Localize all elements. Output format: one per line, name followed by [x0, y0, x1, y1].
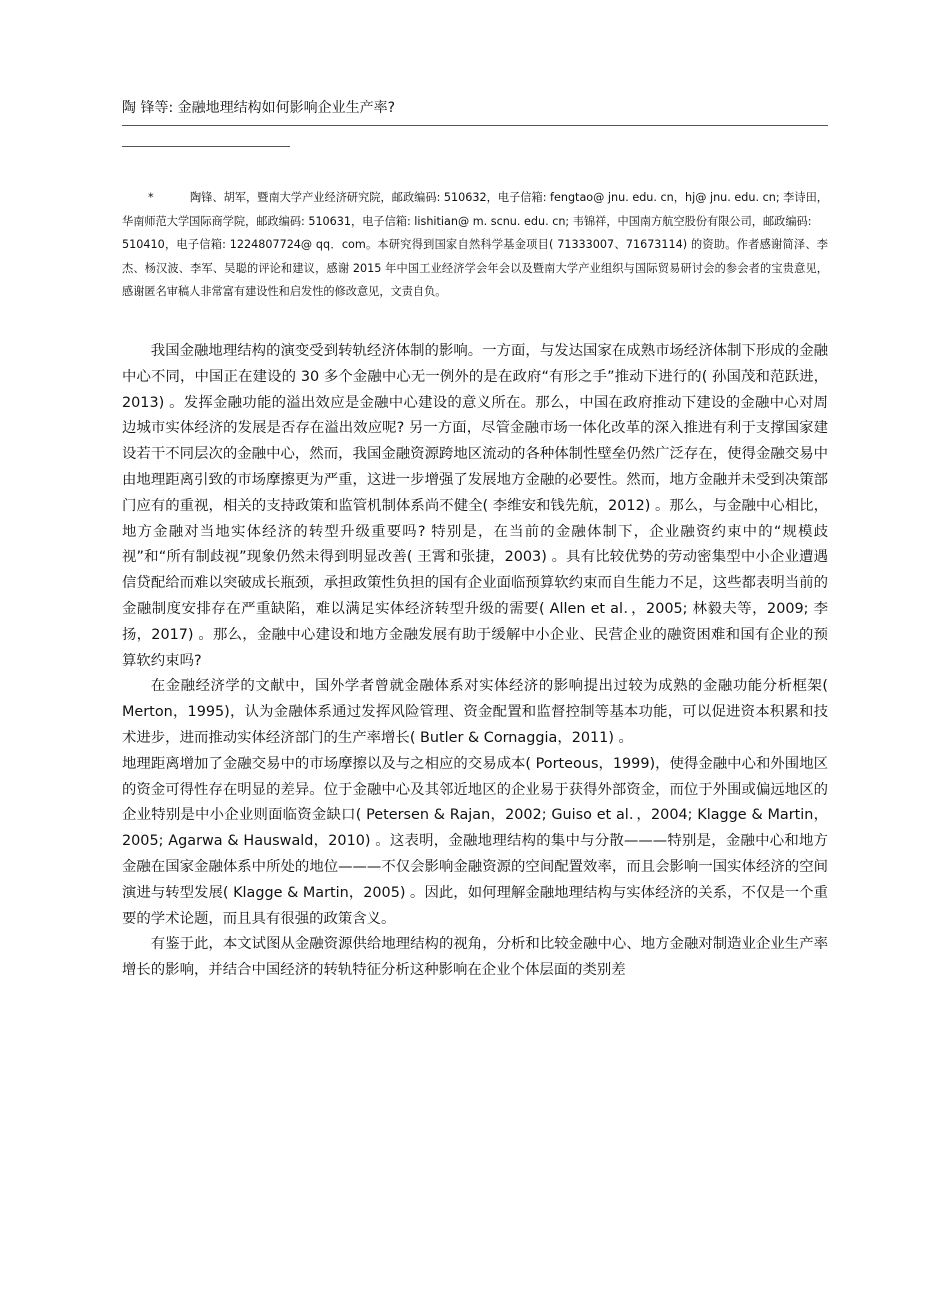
footnote-acknowledgements: 510410，电子信箱: 1224807724@ qq．com。本研究得到国家自然科学基金项目( 71333007、71673114) 的资助。作者感谢简泽、李杰、杨汉波、李军、吴聪的评论和建议，感谢 2015 年中国工业经济学会年会以及暨南大学产业组织与国际贸易研讨会的参会者的宝贵意见，感谢匿名审稿人非常富有建设性和启发性的修改意见，文责自负。 [122, 238, 828, 298]
paragraph-2: 在金融经济学的文献中，国外学者曾就金融体系对实体经济的影响提出过较为成熟的金融功能分析框架( Merton，1995)，认为金融体系通过发挥风险管理、资金配置和监督控制等基本功能，可以促进资本积累和技术进步，进而推动实体经济部门的生产率增长( Butler & Cornaggia，2011) 。 [122, 678, 828, 746]
paragraph-4: 有鉴于此，本文试图从金融资源供给地理结构的视角，分析和比较金融中心、地方金融对制造业企业生产率增长的影响，并结合中国经济的转轨特征分析这种影响在企业个体层面的类别差 [122, 936, 828, 979]
body-text [122, 339, 828, 984]
author-footnote [122, 186, 828, 304]
paragraph-3: 地理距离增加了金融交易中的市场摩擦以及与之相应的交易成本( Porteous，1999)，使得金融中心和外围地区的资金可得性存在明显的差异。位于金融中心及其邻近地区的企业易于获得外部资金，而位于外围或偏远地区的企业特别是中小企业则面临资金缺口( Petersen & Rajan，2002; Guiso et al．，2004; Klagge & Martin，2005; Agarwa & Hauswald，2010) 。这表明，金融地理结构的集中与分散———特别是，金融中心和地方金融在国家金融体系中所处的地位———不仅会影响金融资源的空间配置效率，而且会影响一国实体经济的空间演进与转型发展( Klagge & Martin，2005) 。因此，如何理解金融地理结构与实体经济的关系，不仅是一个重要的学术论题，而且具有很强的政策含义。 [122, 755, 828, 927]
running-header: 陶 锋等: 金融地理结构如何影响企业生产率? [122, 100, 396, 116]
footnote-marker: * [148, 191, 154, 204]
header-rule [122, 125, 828, 126]
paragraph-1: 我国金融地理结构的演变受到转轨经济体制的影响。一方面，与发达国家在成熟市场经济体制下形成的金融中心不同，中国正在建设的 30 多个金融中心无一例外的是在政府“有形之手”推动下进行的( 孙国茂和范跃进，2013) 。发挥金融功能的溢出效应是金融中心建设的意义所在。那么，中国在政府推动下建设的金融中心对周边城市实体经济的发展是否存在溢出效应呢? 另一方面，尽管金融市场一体化改革的深入推进有利于支撑国家建设若干不同层次的金融中心，然而，我国金融资源跨地区流动的各种体制性壁垒仍然广泛存在，使得金融交易中由地理距离引致的市场摩擦更为严重，这进一步增强了发展地方金融的必要性。然而，地方金融并未受到决策部门应有的重视，相关的支持政策和监管机制体系尚不健全( 李维安和钱先航，2012) 。那么，与金融中心相比，地方金融对当地实体经济的转型升级重要吗? 特别是，在当前的金融体制下，企业融资约束中的“规模歧视”和“所有制歧视”现象仍然未得到明显改善( 王霄和张捷，2003) 。具有比较优势的劳动密集型中小企业遭遇信贷配给而难以突破成长瓶颈，承担政策性负担的国有企业面临预算软约束而自生能力不足，这些都表明当前的金融制度安排存在严重缺陷，难以满足实体经济转型升级的需要( Allen et al．，2005; 林毅夫等，2009; 李扬，2017) 。那么，金融中心建设和地方金融发展有助于缓解中小企业、民营企业的融资困难和国有企业的预算软约束吗? [122, 343, 828, 669]
footnote-affiliations: 陶锋、胡军，暨南大学产业经济研究院，邮政编码: 510632，电子信箱: fengtao@ jnu. edu. cn，hj@ jnu. edu. cn; 李诗田，华南师范大学国际商学院，邮政编码: 510631，电子信箱: lishitian@ m. scnu. edu. cn; 韦锦祥，中国南方航空股份有限公司，邮政编码: [122, 191, 828, 228]
footnote-rule [122, 146, 290, 147]
